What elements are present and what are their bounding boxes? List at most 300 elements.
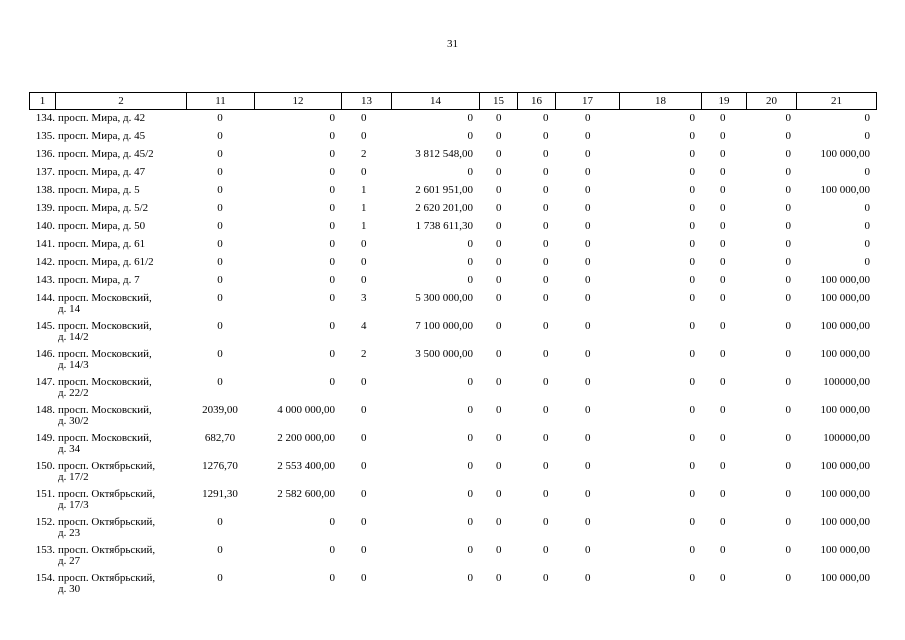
value-cell-13: 0 (361, 572, 367, 584)
value-cell-13: 0 (361, 488, 367, 500)
value-cell-12: 0 (329, 348, 335, 360)
value-cell-20: 0 (785, 376, 791, 388)
value-cell-17: 0 (585, 320, 591, 332)
value-cell-16: 0 (543, 432, 549, 444)
address-cell (55, 489, 186, 517)
value-cell-17: 0 (585, 488, 591, 500)
row-number: 149. (35, 432, 55, 444)
address-line-2: д. 14/3 (58, 359, 89, 371)
value-cell-19: 0 (720, 404, 726, 416)
value-cell-19: 0 (720, 516, 726, 528)
value-cell-16: 0 (543, 376, 549, 388)
value-cell-21: 100000,00 (823, 432, 870, 444)
value-cell-11: 0 (217, 572, 223, 584)
value-cell-17: 0 (585, 184, 591, 196)
row-number: 151. (35, 488, 55, 500)
value-cell-14: 0 (467, 166, 473, 178)
table-row (29, 545, 876, 573)
value-cell-19: 0 (720, 572, 726, 584)
address-line-1: просп. Мира, д. 47 (58, 166, 146, 178)
value-cell-19: 0 (720, 202, 726, 214)
value-cell-13: 0 (361, 112, 367, 124)
value-cell-12: 0 (329, 376, 335, 388)
address-line-2: д. 30/2 (58, 415, 89, 427)
value-cell-13: 1 (361, 202, 367, 214)
value-cell-18: 0 (689, 130, 695, 142)
row-number: 134. (35, 112, 55, 124)
table-row (29, 489, 876, 517)
row-number: 150. (35, 460, 55, 472)
value-cell-18: 0 (689, 432, 695, 444)
value-cell-17: 0 (585, 516, 591, 528)
address-line-1: просп. Октябрьский, (58, 488, 156, 500)
value-cell-17: 0 (585, 460, 591, 472)
value-cell-17: 0 (585, 292, 591, 304)
value-cell-21: 100 000,00 (820, 320, 870, 332)
address-line-2: д. 17/3 (58, 499, 89, 511)
value-cell-20: 0 (785, 256, 791, 268)
address-line-1: просп. Мира, д. 5/2 (58, 202, 149, 214)
address-cell (55, 461, 186, 489)
value-cell-13: 0 (361, 166, 367, 178)
value-cell-21: 0 (864, 130, 870, 142)
value-cell-14: 0 (467, 516, 473, 528)
value-cell-17: 0 (585, 220, 591, 232)
value-cell-21: 0 (864, 166, 870, 178)
value-cell-13: 0 (361, 274, 367, 286)
value-cell-17: 0 (585, 544, 591, 556)
value-cell-16: 0 (543, 274, 549, 286)
value-cell-12: 0 (329, 516, 335, 528)
value-cell-19: 0 (720, 376, 726, 388)
value-cell-12: 0 (329, 544, 335, 556)
row-number: 141. (35, 238, 55, 250)
value-cell-18: 0 (689, 572, 695, 584)
value-cell-19: 0 (720, 220, 726, 232)
value-cell-15: 0 (496, 348, 502, 360)
value-cell-11: 0 (217, 202, 223, 214)
address-line-1: просп. Мира, д. 61/2 (58, 256, 154, 268)
value-cell-12: 0 (329, 572, 335, 584)
value-cell-19: 0 (720, 166, 726, 178)
value-cell-12: 0 (329, 166, 335, 178)
value-cell-16: 0 (543, 238, 549, 250)
value-cell-17: 0 (585, 202, 591, 214)
value-cell-13: 0 (361, 460, 367, 472)
value-cell-15: 0 (496, 130, 502, 142)
address-line-1: просп. Октябрьский, (58, 460, 156, 472)
data-table (29, 113, 876, 601)
value-cell-15: 0 (496, 256, 502, 268)
value-cell-15: 0 (496, 220, 502, 232)
value-cell-13: 4 (361, 320, 367, 332)
column-header: 13 (342, 93, 392, 110)
value-cell-11: 0 (217, 274, 223, 286)
value-cell-11: 0 (217, 166, 223, 178)
value-cell-21: 100000,00 (823, 376, 870, 388)
table-row (29, 221, 876, 239)
value-cell-13: 0 (361, 130, 367, 142)
column-header: 15 (480, 93, 518, 110)
address-line-2: д. 22/2 (58, 387, 89, 399)
column-header: 2 (56, 93, 187, 110)
value-cell-12: 2 553 400,00 (277, 460, 335, 472)
value-cell-14: 1 738 611,30 (415, 220, 473, 232)
value-cell-14: 7 100 000,00 (415, 320, 473, 332)
value-cell-15: 0 (496, 460, 502, 472)
value-cell-19: 0 (720, 256, 726, 268)
value-cell-20: 0 (785, 130, 791, 142)
row-number: 143. (35, 274, 55, 286)
address-cell (55, 257, 186, 275)
value-cell-19: 0 (720, 130, 726, 142)
value-cell-13: 0 (361, 376, 367, 388)
value-cell-12: 0 (329, 220, 335, 232)
value-cell-19: 0 (720, 432, 726, 444)
value-cell-15: 0 (496, 238, 502, 250)
value-cell-18: 0 (689, 238, 695, 250)
address-cell (55, 517, 186, 545)
value-cell-14: 0 (467, 572, 473, 584)
table-row (29, 573, 876, 601)
address-cell (55, 203, 186, 221)
value-cell-14: 0 (467, 376, 473, 388)
column-header: 1 (30, 93, 56, 110)
column-header: 12 (255, 93, 342, 110)
row-number: 137. (35, 166, 55, 178)
value-cell-15: 0 (496, 166, 502, 178)
value-cell-18: 0 (689, 320, 695, 332)
value-cell-20: 0 (785, 220, 791, 232)
value-cell-19: 0 (720, 320, 726, 332)
value-cell-19: 0 (720, 488, 726, 500)
address-cell (55, 185, 186, 203)
value-cell-14: 3 812 548,00 (415, 148, 473, 160)
address-line-1: просп. Мира, д. 7 (58, 274, 140, 286)
table-row (29, 461, 876, 489)
value-cell-12: 0 (329, 184, 335, 196)
value-cell-11: 0 (217, 148, 223, 160)
value-cell-20: 0 (785, 460, 791, 472)
value-cell-14: 2 601 951,00 (415, 184, 473, 196)
address-line-1: просп. Мира, д. 45 (58, 130, 146, 142)
address-cell (55, 293, 186, 321)
row-number: 139. (35, 202, 55, 214)
value-cell-17: 0 (585, 166, 591, 178)
row-number: 147. (35, 376, 55, 388)
value-cell-16: 0 (543, 202, 549, 214)
value-cell-14: 0 (467, 274, 473, 286)
address-line-1: просп. Мира, д. 45/2 (58, 148, 154, 160)
value-cell-20: 0 (785, 320, 791, 332)
value-cell-12: 0 (329, 320, 335, 332)
value-cell-15: 0 (496, 404, 502, 416)
value-cell-17: 0 (585, 274, 591, 286)
value-cell-16: 0 (543, 544, 549, 556)
value-cell-21: 100 000,00 (820, 148, 870, 160)
address-cell (55, 221, 186, 239)
value-cell-14: 2 620 201,00 (415, 202, 473, 214)
header-row (30, 93, 877, 110)
value-cell-18: 0 (689, 488, 695, 500)
value-cell-17: 0 (585, 572, 591, 584)
address-line-1: просп. Московский, (58, 320, 152, 332)
value-cell-12: 4 000 000,00 (277, 404, 335, 416)
value-cell-11: 0 (217, 220, 223, 232)
table-row (29, 349, 876, 377)
value-cell-13: 0 (361, 238, 367, 250)
table-row (29, 377, 876, 405)
table-row (29, 149, 876, 167)
row-number: 145. (35, 320, 55, 332)
address-cell (55, 405, 186, 433)
value-cell-18: 0 (689, 292, 695, 304)
value-cell-21: 100 000,00 (820, 544, 870, 556)
value-cell-11: 0 (217, 376, 223, 388)
value-cell-19: 0 (720, 460, 726, 472)
value-cell-21: 100 000,00 (820, 488, 870, 500)
address-line-1: просп. Московский, (58, 376, 152, 388)
value-cell-17: 0 (585, 130, 591, 142)
address-line-1: просп. Мира, д. 42 (58, 112, 146, 124)
column-header-table (29, 92, 877, 110)
value-cell-21: 0 (864, 238, 870, 250)
value-cell-17: 0 (585, 112, 591, 124)
table-row (29, 167, 876, 185)
value-cell-21: 100 000,00 (820, 516, 870, 528)
value-cell-13: 0 (361, 256, 367, 268)
table-row (29, 321, 876, 349)
value-cell-17: 0 (585, 238, 591, 250)
value-cell-11: 2039,00 (202, 404, 238, 416)
value-cell-14: 0 (467, 238, 473, 250)
value-cell-11: 0 (217, 516, 223, 528)
row-number: 136. (35, 148, 55, 160)
table-row (29, 257, 876, 275)
value-cell-19: 0 (720, 184, 726, 196)
column-header: 18 (620, 93, 702, 110)
value-cell-14: 0 (467, 404, 473, 416)
value-cell-16: 0 (543, 516, 549, 528)
address-cell (55, 433, 186, 461)
address-line-1: просп. Октябрьский, (58, 544, 156, 556)
value-cell-12: 0 (329, 112, 335, 124)
column-header: 20 (747, 93, 797, 110)
value-cell-15: 0 (496, 572, 502, 584)
value-cell-12: 0 (329, 202, 335, 214)
value-cell-13: 0 (361, 432, 367, 444)
value-cell-15: 0 (496, 274, 502, 286)
row-number: 142. (35, 256, 55, 268)
page-number: 31 (447, 38, 458, 50)
address-cell (55, 167, 186, 185)
value-cell-20: 0 (785, 166, 791, 178)
value-cell-14: 0 (467, 130, 473, 142)
value-cell-16: 0 (543, 488, 549, 500)
value-cell-16: 0 (543, 166, 549, 178)
value-cell-16: 0 (543, 184, 549, 196)
value-cell-15: 0 (496, 376, 502, 388)
column-header: 19 (702, 93, 747, 110)
value-cell-14: 5 300 000,00 (415, 292, 473, 304)
value-cell-12: 0 (329, 148, 335, 160)
value-cell-16: 0 (543, 256, 549, 268)
value-cell-18: 0 (689, 404, 695, 416)
value-cell-20: 0 (785, 274, 791, 286)
value-cell-20: 0 (785, 202, 791, 214)
column-header: 11 (187, 93, 255, 110)
value-cell-15: 0 (496, 148, 502, 160)
value-cell-16: 0 (543, 130, 549, 142)
value-cell-11: 0 (217, 256, 223, 268)
value-cell-16: 0 (543, 148, 549, 160)
value-cell-17: 0 (585, 148, 591, 160)
value-cell-16: 0 (543, 572, 549, 584)
value-cell-18: 0 (689, 220, 695, 232)
value-cell-18: 0 (689, 544, 695, 556)
value-cell-14: 3 500 000,00 (415, 348, 473, 360)
value-cell-20: 0 (785, 148, 791, 160)
value-cell-14: 0 (467, 256, 473, 268)
row-number: 148. (35, 404, 55, 416)
value-cell-21: 100 000,00 (820, 184, 870, 196)
value-cell-14: 0 (467, 432, 473, 444)
value-cell-12: 2 582 600,00 (277, 488, 335, 500)
table-row (29, 275, 876, 293)
value-cell-18: 0 (689, 112, 695, 124)
value-cell-13: 3 (361, 292, 367, 304)
value-cell-16: 0 (543, 320, 549, 332)
value-cell-13: 1 (361, 184, 367, 196)
value-cell-19: 0 (720, 148, 726, 160)
value-cell-14: 0 (467, 112, 473, 124)
value-cell-17: 0 (585, 376, 591, 388)
value-cell-13: 0 (361, 516, 367, 528)
value-cell-18: 0 (689, 348, 695, 360)
address-line-2: д. 34 (58, 443, 81, 455)
value-cell-15: 0 (496, 184, 502, 196)
address-cell (55, 149, 186, 167)
value-cell-17: 0 (585, 432, 591, 444)
address-line-1: просп. Мира, д. 5 (58, 184, 140, 196)
value-cell-18: 0 (689, 184, 695, 196)
value-cell-14: 0 (467, 488, 473, 500)
address-line-2: д. 17/2 (58, 471, 89, 483)
value-cell-21: 0 (864, 256, 870, 268)
address-line-2: д. 27 (58, 555, 81, 567)
address-cell (55, 131, 186, 149)
address-line-1: просп. Октябрьский, (58, 572, 156, 584)
value-cell-12: 0 (329, 130, 335, 142)
value-cell-11: 0 (217, 238, 223, 250)
value-cell-13: 2 (361, 148, 367, 160)
value-cell-20: 0 (785, 184, 791, 196)
value-cell-20: 0 (785, 112, 791, 124)
value-cell-11: 0 (217, 130, 223, 142)
table-row (29, 113, 876, 131)
row-number: 140. (35, 220, 55, 232)
value-cell-11: 1276,70 (202, 460, 238, 472)
value-cell-17: 0 (585, 256, 591, 268)
value-cell-18: 0 (689, 516, 695, 528)
value-cell-18: 0 (689, 274, 695, 286)
row-number: 135. (35, 130, 55, 142)
value-cell-20: 0 (785, 238, 791, 250)
value-cell-15: 0 (496, 488, 502, 500)
value-cell-15: 0 (496, 202, 502, 214)
value-cell-12: 2 200 000,00 (277, 432, 335, 444)
value-cell-13: 0 (361, 404, 367, 416)
value-cell-16: 0 (543, 112, 549, 124)
table-body (29, 113, 876, 601)
row-number: 154. (35, 572, 55, 584)
value-cell-18: 0 (689, 256, 695, 268)
value-cell-13: 1 (361, 220, 367, 232)
value-cell-20: 0 (785, 348, 791, 360)
value-cell-21: 100 000,00 (820, 274, 870, 286)
value-cell-20: 0 (785, 516, 791, 528)
value-cell-11: 682,70 (204, 432, 236, 444)
address-cell (55, 349, 186, 377)
value-cell-21: 100 000,00 (820, 292, 870, 304)
value-cell-14: 0 (467, 544, 473, 556)
value-cell-11: 0 (217, 112, 223, 124)
value-cell-15: 0 (496, 544, 502, 556)
address-cell (55, 377, 186, 405)
row-number: 144. (35, 292, 55, 304)
value-cell-12: 0 (329, 256, 335, 268)
value-cell-12: 0 (329, 274, 335, 286)
value-cell-13: 0 (361, 544, 367, 556)
value-cell-21: 0 (864, 202, 870, 214)
column-header: 17 (556, 93, 620, 110)
address-line-1: просп. Мира, д. 61 (58, 238, 146, 250)
value-cell-18: 0 (689, 148, 695, 160)
value-cell-16: 0 (543, 220, 549, 232)
row-number: 152. (35, 516, 55, 528)
value-cell-15: 0 (496, 432, 502, 444)
value-cell-17: 0 (585, 404, 591, 416)
value-cell-20: 0 (785, 432, 791, 444)
address-line-1: просп. Московский, (58, 432, 152, 444)
value-cell-21: 100 000,00 (820, 348, 870, 360)
value-cell-19: 0 (720, 274, 726, 286)
column-header: 16 (518, 93, 556, 110)
value-cell-19: 0 (720, 112, 726, 124)
value-cell-11: 0 (217, 320, 223, 332)
value-cell-19: 0 (720, 292, 726, 304)
value-cell-15: 0 (496, 516, 502, 528)
address-line-2: д. 23 (58, 527, 81, 539)
value-cell-15: 0 (496, 112, 502, 124)
value-cell-12: 0 (329, 292, 335, 304)
value-cell-18: 0 (689, 166, 695, 178)
value-cell-19: 0 (720, 544, 726, 556)
address-line-1: просп. Московский, (58, 292, 152, 304)
value-cell-16: 0 (543, 292, 549, 304)
value-cell-11: 0 (217, 184, 223, 196)
address-cell (55, 113, 186, 131)
address-cell (55, 545, 186, 573)
row-number: 153. (35, 544, 55, 556)
value-cell-11: 0 (217, 348, 223, 360)
column-header: 14 (392, 93, 480, 110)
address-line-1: просп. Мира, д. 50 (58, 220, 146, 232)
address-line-2: д. 30 (58, 583, 81, 595)
value-cell-19: 0 (720, 238, 726, 250)
address-cell (55, 239, 186, 257)
value-cell-21: 100 000,00 (820, 572, 870, 584)
